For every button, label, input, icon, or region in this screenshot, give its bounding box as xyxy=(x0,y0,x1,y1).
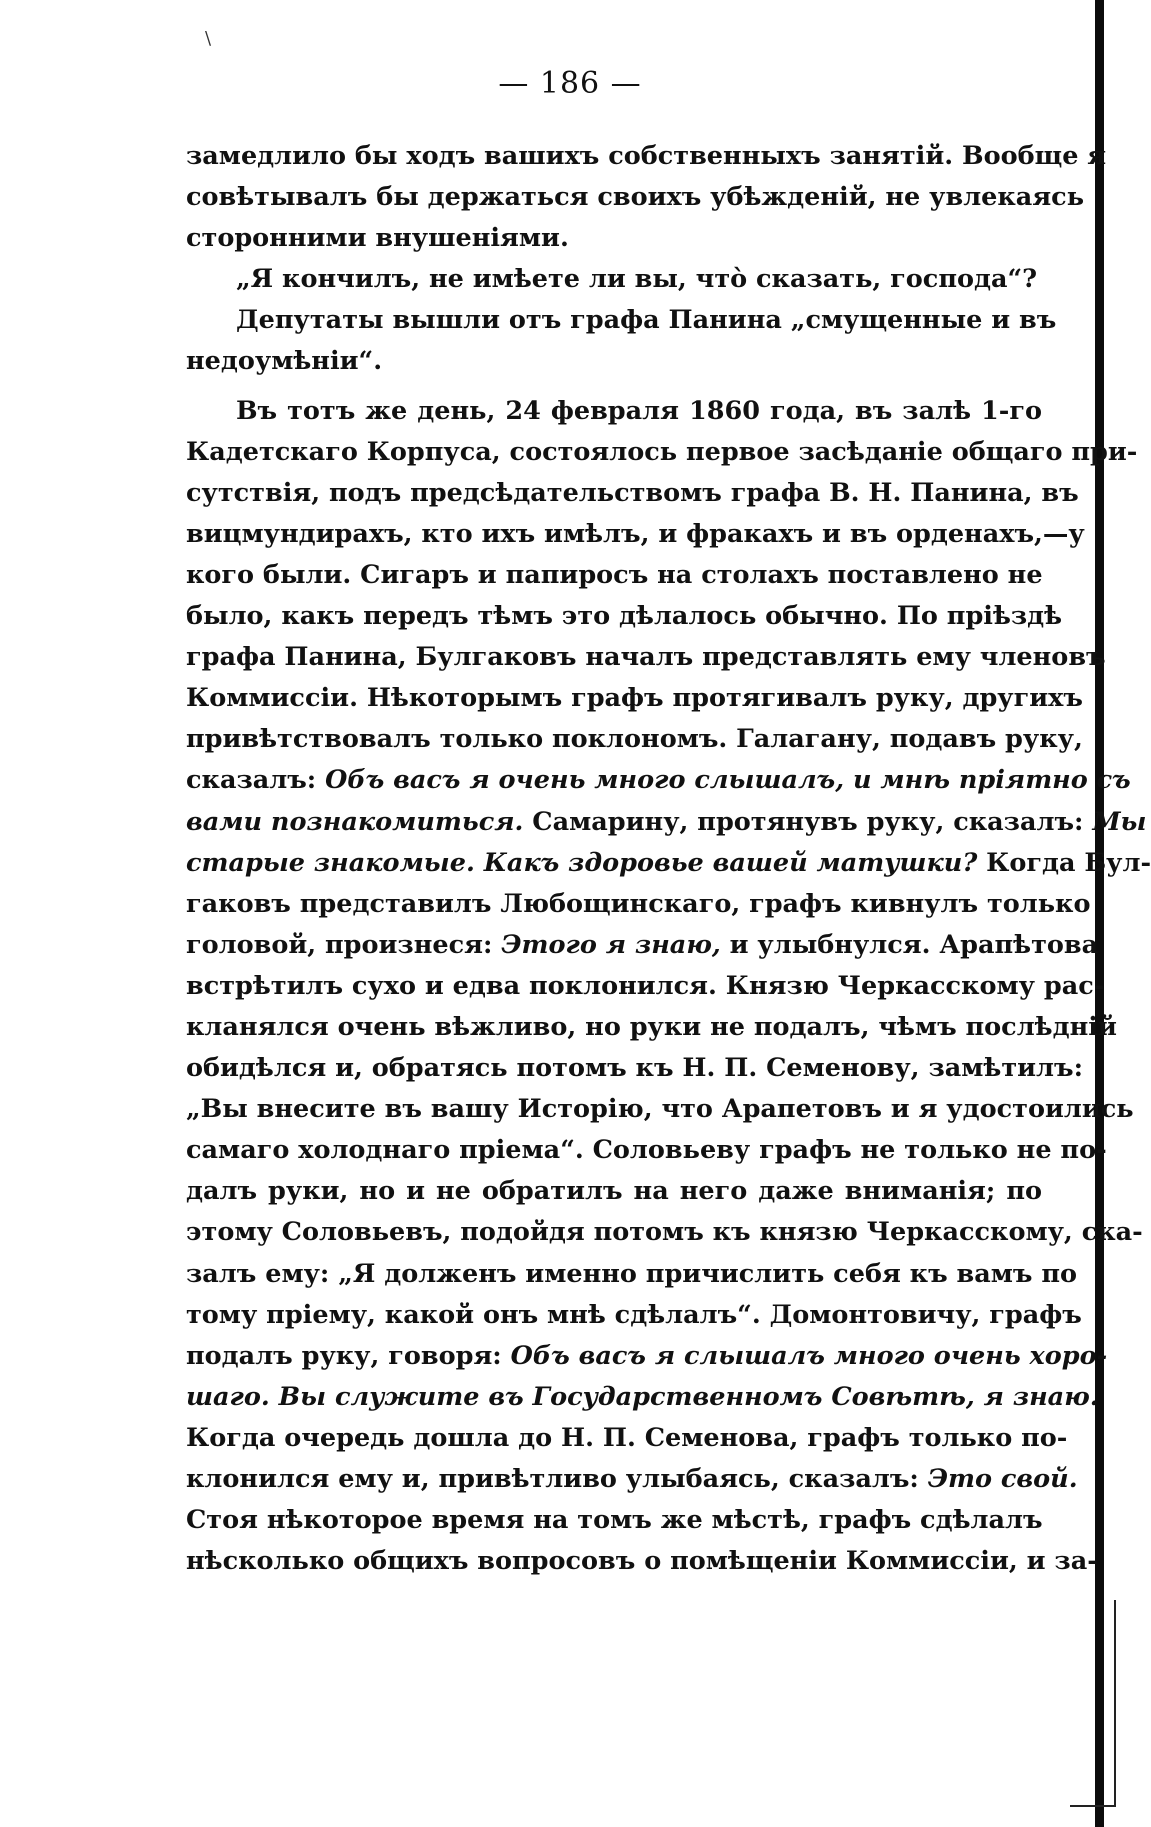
text-line xyxy=(186,300,1057,341)
text-line xyxy=(186,136,1107,177)
text-line xyxy=(186,966,1105,1007)
text-line xyxy=(186,596,1063,637)
text-span: было, какъ передъ тѣмъ это дѣлалось обычно. По пріѣздѣ xyxy=(186,601,1063,632)
text-span: сутствія, подъ предсѣдательствомъ графа В. Н. Панина, въ xyxy=(186,477,1079,508)
text-span: Кадетскаго Корпуса, состоялось первое засѣданіе общаго при- xyxy=(186,436,1138,467)
text-span: этому Соловьевъ, подойдя потомъ къ князю Черкасскому, ска- xyxy=(186,1217,1143,1248)
italic-text-span: вами познакомиться. xyxy=(186,806,524,837)
text-span: подалъ руку, говоря: xyxy=(186,1340,511,1371)
text-line xyxy=(186,1089,1134,1130)
text-span: кланялся очень вѣжливо, но руки не подалъ, чѣмъ послѣдній xyxy=(186,1011,1117,1042)
italic-text-span: Мы xyxy=(1092,806,1147,837)
text-span: Когда Бул- xyxy=(977,847,1151,878)
text-span: тому пріему, какой онъ мнѣ сдѣлалъ“. Домонтовичу, графъ xyxy=(186,1299,1082,1330)
text-line xyxy=(186,473,1079,514)
text-line xyxy=(186,1459,1078,1500)
text-span: „Вы внесите въ вашу Исторію, что Арапетовъ и я удостоились xyxy=(186,1094,1134,1125)
body-text xyxy=(186,136,1151,1582)
text-span: вицмундирахъ, кто ихъ имѣлъ, и фракахъ и въ орденахъ,—у xyxy=(186,518,1085,549)
text-line xyxy=(186,1007,1117,1048)
page-number: — 186 — xyxy=(498,66,642,101)
text-span: Стоя нѣкоторое время на томъ же мѣстѣ, графъ сдѣлалъ xyxy=(186,1505,1043,1536)
text-line xyxy=(186,925,1099,966)
text-span: сторонними внушеніями. xyxy=(186,223,569,254)
text-span: обидѣлся и, обратясь потомъ къ Н. П. Семенову, замѣтилъ: xyxy=(186,1053,1083,1084)
text-span: залъ ему: „Я долженъ именно причислить себя къ вамъ по xyxy=(186,1258,1078,1289)
text-line xyxy=(186,218,1042,259)
text-line xyxy=(186,1171,1042,1212)
text-line xyxy=(186,719,1083,760)
text-span: сказалъ: xyxy=(186,765,326,796)
text-span: совѣтывалъ бы держаться своихъ убѣжденій, не увлекаясь xyxy=(186,182,1085,213)
text-line xyxy=(186,637,1106,678)
scan-corner-line-bottom xyxy=(1070,1805,1116,1807)
text-line xyxy=(186,1500,1042,1541)
text-span: самаго холоднаго пріема“. Соловьеву графъ не только не по- xyxy=(186,1135,1107,1166)
text-line xyxy=(186,1130,1107,1171)
text-line xyxy=(186,259,1042,300)
text-line xyxy=(186,1048,1083,1089)
text-span: нѣсколько общихъ вопросовъ о помѣщеніи Коммиссіи, и за- xyxy=(186,1546,1098,1577)
text-line xyxy=(186,1336,1108,1377)
text-span: Коммиссіи. Нѣкоторымъ графъ протягивалъ руку, другихъ xyxy=(186,683,1083,714)
text-span: кого были. Сигаръ и папиросъ на столахъ поставлено не xyxy=(186,559,1043,590)
italic-text-span: старые знакомые. Какъ здоровье вашей матушки? xyxy=(186,847,978,878)
italic-text-span: Объ васъ я очень много слышалъ, и мнѣ пріятно съ xyxy=(325,765,1131,796)
text-line xyxy=(186,884,1091,925)
text-line xyxy=(186,514,1085,555)
italic-text-span: Объ васъ я слышалъ много очень хоро- xyxy=(510,1340,1108,1371)
text-line xyxy=(186,1295,1082,1336)
text-line xyxy=(186,1541,1098,1582)
text-span: встрѣтилъ сухо и едва поклонился. Князю Черкасскому рас- xyxy=(186,970,1105,1001)
text-span: Когда очередь дошла до Н. П. Семенова, графъ только по- xyxy=(186,1422,1068,1453)
text-span: головой, произнеся: xyxy=(186,929,502,960)
text-line xyxy=(186,678,1083,719)
text-line xyxy=(186,843,1151,884)
text-span: гаковъ представилъ Любощинскаго, графъ кивнулъ только xyxy=(186,888,1091,919)
text-span: „Я кончилъ, не имѣете ли вы, что̀ сказать, господа“? xyxy=(236,264,1038,295)
italic-text-span: Это свой. xyxy=(927,1464,1078,1494)
text-line xyxy=(186,177,1085,218)
text-line xyxy=(186,1212,1143,1253)
text-line xyxy=(186,760,1131,801)
text-line xyxy=(186,555,1042,596)
italic-text-span: Этого я знаю, xyxy=(501,929,721,960)
text-span: недоумѣніи“. xyxy=(186,346,383,377)
scan-corner-line xyxy=(1114,1600,1116,1805)
italic-text-span: шаго. Вы служите въ Государственномъ Совѣтѣ, я знаю. xyxy=(186,1381,1099,1412)
text-span: Въ тотъ же день, 24 февраля 1860 года, въ залѣ 1-го xyxy=(236,395,1042,426)
text-span: далъ руки, но и не обратилъ на него даже вниманія; по xyxy=(186,1176,1042,1207)
text-line xyxy=(186,341,1042,382)
text-line xyxy=(186,1377,1099,1418)
text-span: привѣтствовалъ только поклономъ. Галагану, подавъ руку, xyxy=(186,724,1083,755)
text-span: клонился ему и, привѣтливо улыбаясь, сказалъ: xyxy=(186,1464,928,1494)
scan-speck: \ xyxy=(205,28,212,49)
text-line xyxy=(186,391,1042,432)
text-line xyxy=(186,432,1138,473)
text-line xyxy=(186,1254,1078,1295)
text-span: замедлило бы ходъ вашихъ собственныхъ занятій. Вообще я xyxy=(186,141,1107,171)
text-span: Депутаты вышли отъ графа Панина „смущенные и въ xyxy=(236,305,1057,336)
text-span: Самарину, протянувъ руку, сказалъ: xyxy=(523,806,1093,837)
text-span: графа Панина, Булгаковъ началъ представлять ему членовъ xyxy=(186,642,1106,673)
text-line xyxy=(186,1418,1068,1459)
text-line xyxy=(186,802,1147,843)
text-span: и улыбнулся. Арапѣтова xyxy=(720,929,1099,960)
